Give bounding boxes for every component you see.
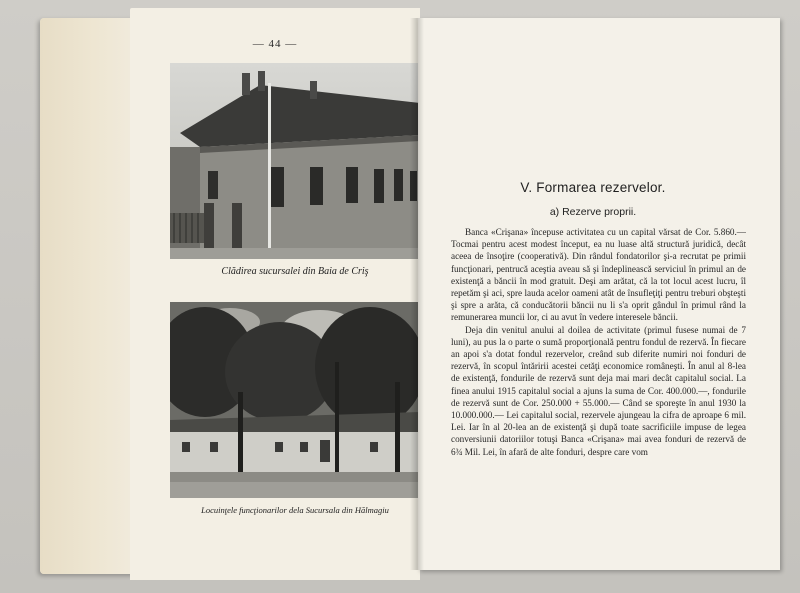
- photo-branch-building: [170, 63, 420, 259]
- staff-housing-image: [170, 302, 420, 498]
- body-text: [451, 226, 746, 458]
- left-page-edges: [40, 18, 130, 574]
- branch-building-image: [170, 63, 420, 259]
- right-page: [418, 18, 780, 570]
- section-title: a) Rezerve proprii.: [549, 206, 637, 218]
- paragraph: Deja din venitul anului al doilea de activitate (primul fusese numai de 7 luni), au pus la o parte o sumă proporţională pentru fondul de rezervă. În fiecare an apoi s'a dotat fondul rezervelor, creând sub diferite numiri noi fonduri de rezervă, în scopul întăririi acestei cetăţi economice româneşti. În anul al 8-lea de existenţă, fondurile de rezervă sunt deja mai mari decât capitalul social. La finea anului 1915 capitalul social a ajuns la suma de Cor. 400.000.—, fondurile de rezervă sunt de Cor. 250.000 + 55.000.— Când se sporeşte în anul 1930 la 10.000.000.— Lei capitalul social, rezervele ajungeau la cifra de aproape 6 mil. Lei. Iar în al 20-lea an de existenţă şi după toate sacrificiile impuse de legea conversiunii datoriilor totuşi Banca «Crişana» mai avea fonduri de rezervă de 6¾ Mil. Lei, în afară de alte fonduri, despre care vom: [451, 324, 746, 457]
- left-page-content: [130, 8, 420, 580]
- book-spine-shadow: [410, 18, 424, 570]
- photo-caption-branch: Clădirea sucursalei din Baia de Criş: [221, 266, 369, 277]
- paragraph: Banca «Crişana» începuse activitatea cu un capital vărsat de Cor. 5.860.— Tocmai pentru acest modest început, ea nu luase altă structură juridică, decât aceea de însoţire (cooperativă). Din rândul fondatorilor şi-a recrutat pe primii funcţionari, pentrucă aceştia aveau să şi îndeplinească serviciul în primul an de existenţă a băncii în mod gratuit. Deşi am arătat, că la tot locul acest lucru, îl repetăm şi aci, spre lauda acelor oameni atât de însufleţiţi pentru treburi obşteşti şi spre a arăta, că conducătorii băncii nu li s'a oprit gândul în primul rând la remunerarea muncii lor, ci au avut în vedere interesele băncii.: [451, 227, 746, 323]
- chapter-title: V. Formarea rezervelor.: [520, 180, 666, 195]
- photo-caption-housing: Locuinţele funcţionarilor dela Sucursala din Hălmagiu: [201, 505, 389, 515]
- photo-staff-housing: [170, 302, 420, 498]
- open-book: [40, 8, 780, 580]
- page-number: — 44 —: [252, 38, 298, 50]
